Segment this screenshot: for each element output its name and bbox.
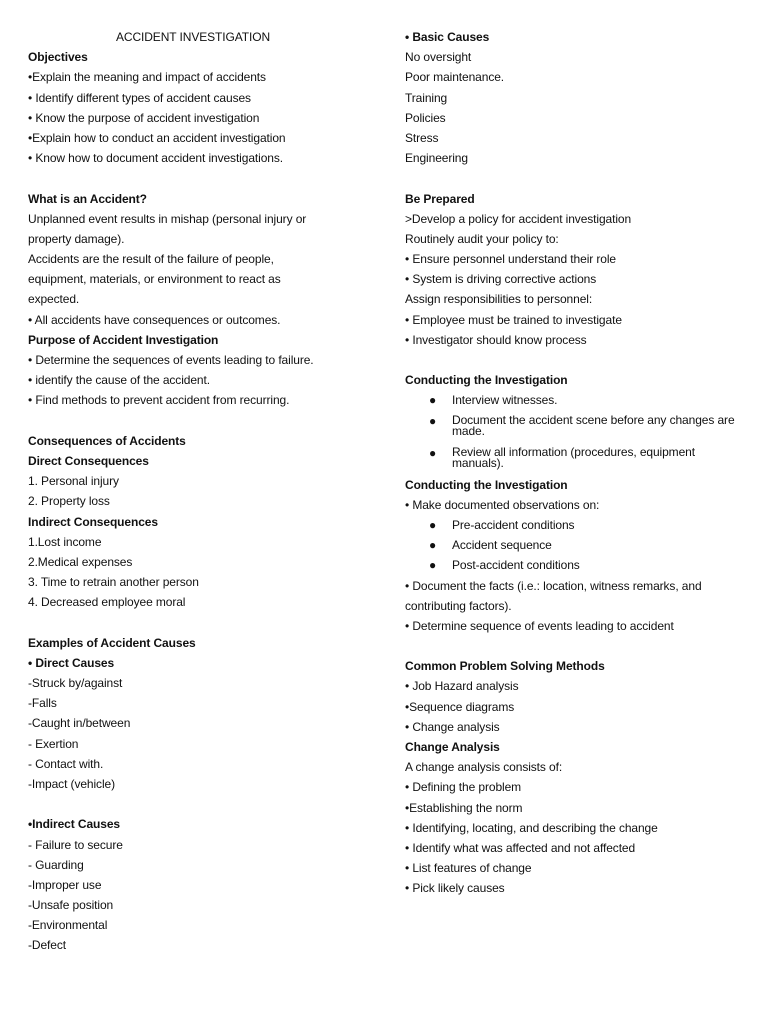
section-heading: Examples of Accident Causes [28,635,196,650]
paragraph-spacer [28,168,368,188]
paragraph-spacer [28,794,368,814]
section-heading: Consequences of Accidents [28,433,186,448]
bullet-text: Interview witnesses. [452,393,558,408]
bullet-text: Review all information (procedures, equipment manuals). [452,444,695,470]
section-heading: Direct Consequences [28,453,149,468]
text-line: - Exertion [28,736,79,751]
text-line: - Contact with. [28,756,104,771]
text-line: • Investigator should know process [405,332,587,347]
text-line: • System is driving corrective actions [405,272,597,287]
text-line: • Defining the problem [405,780,522,795]
text-line: • Identify what was affected and not affected [405,840,636,855]
text-line: • All accidents have consequences or outcomes. [28,312,281,327]
text-line: • Identifying, locating, and describing the change [405,820,658,835]
section-heading: •Indirect Causes [28,817,120,832]
paragraph-spacer [28,411,368,431]
text-line: contributing factors). [405,598,512,613]
text-line: -Unsafe position [28,898,114,913]
section-heading: Objectives [28,50,88,65]
section-heading: • Direct Causes [28,655,115,670]
bullet-dot-icon: ● [429,445,437,460]
text-line: • Make documented observations on: [405,497,600,512]
text-line: Stress [405,130,439,145]
section-heading: Be Prepared [405,191,475,206]
text-line: Accidents are the result of the failure of people, [28,252,274,267]
text-line: • Know the purpose of accident investigation [28,110,260,125]
paragraph-spacer [405,168,745,188]
text-line: • Determine sequence of events leading to accident [405,618,674,633]
left-column [28,27,368,956]
text-line: 1. Personal injury [28,474,119,489]
text-line: -Struck by/against [28,676,123,690]
paragraph-spacer [28,612,368,632]
bullet-list-item [405,443,745,475]
bullet-dot-icon: ● [429,393,437,408]
bullet-list-item [405,390,745,410]
page-title: ACCIDENT INVESTIGATION [115,30,271,44]
text-line: • Document the facts (i.e.: location, witness remarks, and [405,578,702,593]
text-line: No oversight [405,50,472,65]
text-line: Engineering [405,151,468,166]
text-line: equipment, materials, or environment to react as [28,272,281,287]
section-heading: • Basic Causes [405,30,490,44]
text-line: Policies [405,110,446,125]
text-line: 2.Medical expenses [28,554,133,569]
text-line: -Impact (vehicle) [28,776,115,791]
left-column-body [28,47,368,955]
bullet-list-item [405,411,745,443]
bullet-text: Post-accident conditions [452,558,580,573]
bullet-list-item [405,535,745,555]
text-line: • Employee must be trained to investigate [405,312,622,327]
text-line: -Improper use [28,877,102,892]
bullet-text: Document the accident scene before any changes are made. [452,412,735,438]
text-line: Unplanned event results in mishap (personal injury or [28,211,307,226]
text-line: Assign responsibilities to personnel: [405,292,593,307]
text-line: •Establishing the norm [405,800,523,815]
text-line: Training [405,90,448,105]
text-line: • Determine the sequences of events leading to failure. [28,353,314,367]
section-heading: What is an Accident? [28,191,147,206]
text-line: • Find methods to prevent accident from recurring. [28,393,290,408]
text-line: 2. Property loss [28,494,110,509]
text-line: - Failure to secure [28,837,123,852]
text-line: A change analysis consists of: [405,760,563,775]
text-line: •Explain the meaning and impact of accidents [28,70,266,85]
text-line: property damage). [28,231,125,246]
text-line: 3. Time to retrain another person [28,575,199,590]
text-line: -Caught in/between [28,716,131,731]
text-line: • Job Hazard analysis [405,679,519,694]
text-line: expected. [28,292,80,307]
text-line: • Identify different types of accident causes [28,90,251,105]
text-line: 4. Decreased employee moral [28,595,186,610]
section-heading: Conducting the Investigation [405,373,568,388]
bullet-dot-icon: ● [429,413,437,428]
text-line: • Pick likely causes [405,881,505,896]
text-line: • List features of change [405,861,532,876]
paragraph-spacer [405,636,745,656]
text-line: - Guarding [28,857,84,872]
right-column-body [405,27,745,899]
bullet-list-item [405,515,745,535]
text-line: •Sequence diagrams [405,699,515,714]
text-line: >Develop a policy for accident investigation [405,211,632,226]
text-line: Poor maintenance. [405,70,505,85]
bullet-dot-icon: ● [429,517,437,532]
bullet-list-item [405,555,745,575]
right-column [405,27,745,899]
section-heading: Change Analysis [405,740,500,754]
text-line: •Explain how to conduct an accident investigation [28,130,286,145]
section-heading: Common Problem Solving Methods [405,659,605,674]
section-heading: Indirect Consequences [28,514,158,529]
section-heading: Purpose of Accident Investigation [28,332,219,347]
text-line: 1.Lost income [28,534,102,549]
text-line: • identify the cause of the accident. [28,373,210,388]
bullet-dot-icon: ● [429,538,437,553]
bullet-dot-icon: ● [429,558,437,573]
text-line: -Environmental [28,918,108,933]
text-line: -Defect [28,938,66,953]
text-line: • Know how to document accident investigations. [28,151,283,166]
text-line: • Change analysis [405,719,500,734]
bullet-text: Pre-accident conditions [452,517,575,532]
bullet-text: Accident sequence [452,538,552,553]
text-line: Routinely audit your policy to: [405,231,559,246]
section-heading: Conducting the Investigation [405,477,568,492]
text-line: • Ensure personnel understand their role [405,252,616,267]
text-line: -Falls [28,696,57,711]
paragraph-spacer [405,350,745,370]
